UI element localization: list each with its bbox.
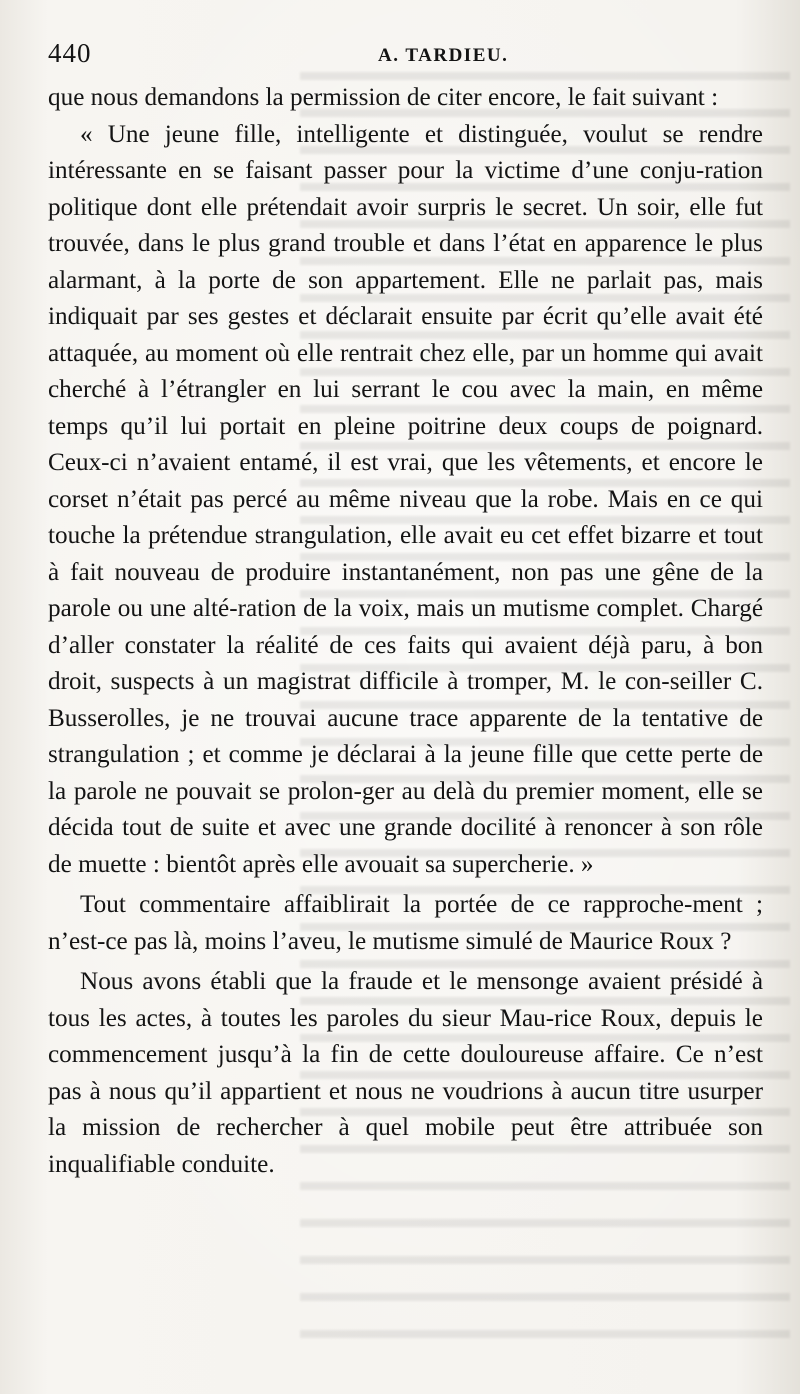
paragraph-conclusion: Nous avons établi que la fraude et le mensonge avaient présidé à tous les actes, à toutes les paroles du sieur Mau-rice Roux, depuis le commencement jusqu’à la fin de cette douloureuse affaire. Ce n’est pas à nous qu’il appartient et nous ne voudrions à aucun titre usurper la mission de rechercher à quel mobile peut être attribuée son inqualifiable conduite. [48,968,763,1178]
body-text [48,80,763,1183]
paragraph-quotation: « Une jeune fille, intelligente et distinguée, voulut se rendre intéressante en se faisant passer pour la victime d’une conju-ration politique dont elle prétendait avoir surpris le secret. Un soir, elle fut trouvée, dans le plus grand trouble et dans l’état en apparence le plus alarmant, à la porte de son appartement. Elle ne parlait pas, mais indiquait par ses gestes et déclarait ensuite par écrit qu’elle avait été attaquée, au moment où elle rentrait chez elle, par un homme qui avait cherché à l’étrangler en lui serrant le cou avec la main, en même temps qu’il lui portait en pleine poitrine deux coups de poignard. Ceux-ci n’avaient entamé, il est vrai, que les vêtements, et encore le corset n’était pas percé au même niveau que la robe. Mais en ce qui touche la prétendue strangulation, elle avait eu cet effet bizarre et tout à fait nouveau de produire instantanément, non pas une gêne de la parole ou une alté-ration de la voix, mais un mutisme complet. Chargé d’aller constater la réalité de ces faits qui avaient déjà paru, à bon droit, suspects à un magistrat difficile à tromper, M. le con-seiller C. Busserolles, je ne trouvai aucune trace apparente de la tentative de strangulation ; et comme je déclarai à la jeune fille que cette perte de la parole ne pouvait se prolon-ger au delà du premier moment, elle se décida tout de suite et avec une grande docilité à renoncer à son rôle de muette : bientôt après elle avouait sa supercherie. » [48,120,763,878]
page-number: 440 [48,38,92,68]
running-head: A. TARDIEU. [378,45,509,66]
page-header [48,38,768,72]
paragraph-commentary: Tout commentaire affaiblirait la portée de ce rapproche-ment ; n’est-ce pas là, moins l’aveu, le mutisme simulé de Maurice Roux ? [48,891,763,955]
paragraph-continuation: que nous demandons la permission de citer encore, le fait suivant : [48,84,719,111]
